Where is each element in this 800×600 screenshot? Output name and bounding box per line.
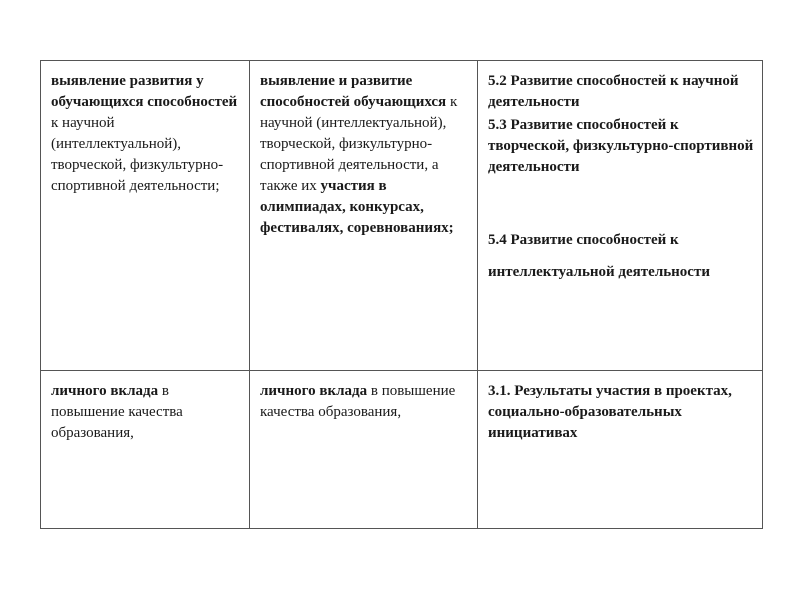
cell-text: к научной (интеллектуальной), творческой, физкультурно-спортивной деятельности, а также их xyxy=(260,94,458,194)
cell-text-bold: личного вклада xyxy=(260,383,368,399)
cell-text: в повышение качества образования, xyxy=(260,383,456,420)
cell-text-bold: личного вклада xyxy=(51,383,159,399)
cell-text: к научной (интеллектуальной), творческой, физкультурно-спортивной деятельности; xyxy=(51,115,224,194)
table-cell-r2-c2 xyxy=(250,371,478,529)
table-row xyxy=(41,61,763,371)
cell-text: в повышение качества образования, xyxy=(51,383,183,441)
table-cell-r1-c1 xyxy=(41,61,250,371)
item-5-2: 5.2 Развитие способностей к научной деятельности xyxy=(488,73,739,110)
table-cell-r1-c2 xyxy=(250,61,478,371)
cell-text-bold: выявление развития у обучающихся способностей xyxy=(51,73,238,110)
item-5-4-continued: интеллектуальной деятельности xyxy=(488,264,710,280)
table-row xyxy=(41,371,763,529)
table-cell-r2-c1 xyxy=(41,371,250,529)
table-cell-r2-c3 xyxy=(478,371,763,529)
item-5-4: 5.4 Развитие способностей к xyxy=(488,232,679,248)
cell-text-bold: выявление и развитие способностей обучающихся xyxy=(260,73,447,110)
criteria-table xyxy=(40,60,763,529)
item-3-1: 3.1. Результаты участия в проектах, социально-образовательных инициативах xyxy=(488,383,732,441)
item-5-3: 5.3 Развитие способностей к творческой, физкультурно-спортивной деятельности xyxy=(488,117,754,175)
cell-text-bold: участия в олимпиадах, конкурсах, фестивалях, соревнованиях; xyxy=(260,178,454,236)
table-cell-r1-c3 xyxy=(478,61,763,371)
